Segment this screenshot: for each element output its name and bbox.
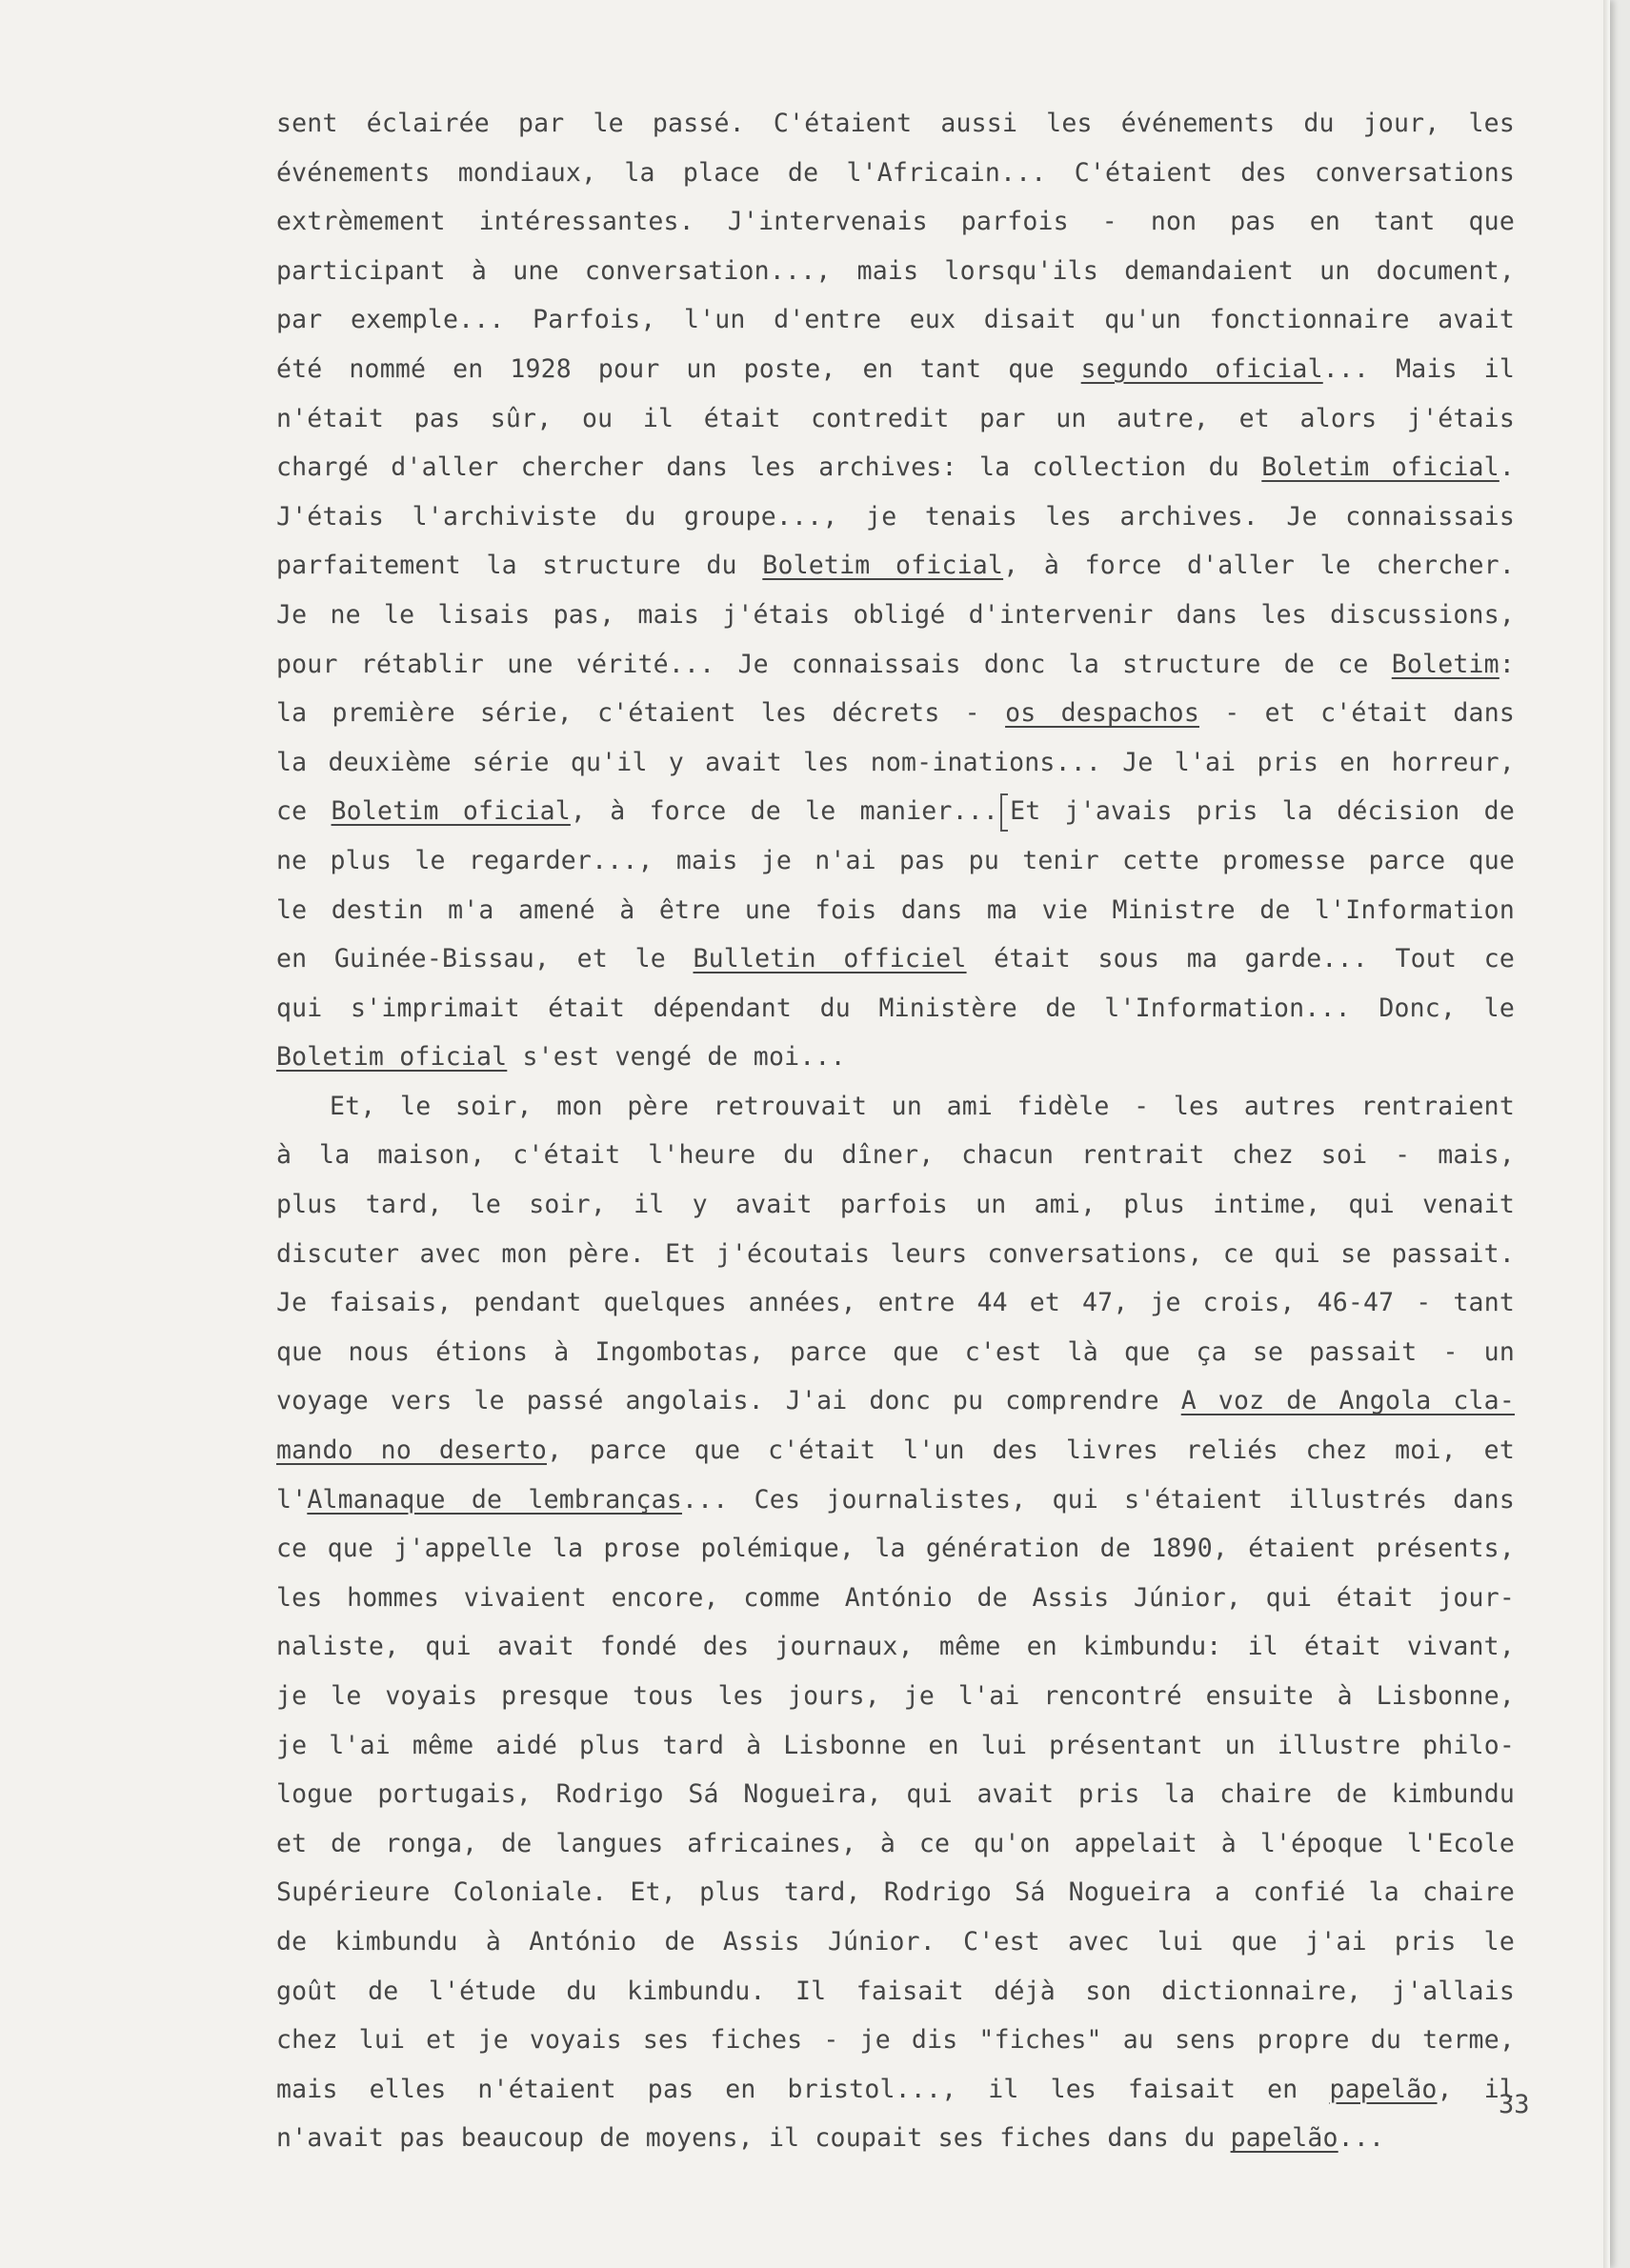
text-run: qui s'imprimait était dépendant du Ministère de l'Information... Donc, le	[276, 993, 1515, 1023]
text-run: plus tard, le soir, il y avait parfois un ami, plus intime, qui venait	[276, 1190, 1515, 1220]
text-line	[276, 1967, 1515, 2017]
underlined-term: Almanaque de lembranças	[307, 1484, 682, 1515]
text-line	[276, 247, 1515, 296]
text-run: en Guinée-Bissau, et le	[276, 944, 694, 974]
text-run: et de ronga, de langues africaines, à ce qu'on appelait à l'époque l'Ecole	[276, 1828, 1515, 1858]
underlined-term: Boletim oficial	[1261, 452, 1499, 483]
text-line	[276, 738, 1515, 788]
text-run: ... Mais il	[1322, 353, 1515, 384]
text-line	[276, 689, 1515, 738]
text-run: ce	[276, 796, 332, 827]
text-line	[276, 492, 1515, 542]
text-line	[276, 149, 1515, 198]
text-run: ... Ces journalistes, qui s'étaient illustrés dans	[681, 1484, 1515, 1515]
text-line	[276, 1574, 1515, 1623]
text-run: , il	[1437, 2074, 1515, 2104]
underlined-term: mando no deserto	[276, 1435, 547, 1466]
text-run: , parce que c'était l'un des livres reliés chez moi, et	[546, 1435, 1515, 1466]
text-run: , à force d'aller le chercher.	[1003, 551, 1515, 581]
editorial-bracket-mark	[1000, 793, 1008, 832]
text-run: que nous étions à Ingombotas, parce que c'est là que ça se passait - un	[276, 1336, 1515, 1367]
text-run: ne plus le regarder..., mais je n'ai pas pu tenir cette promesse parce que	[276, 845, 1515, 875]
text-run: Et j'avais pris la décision de	[1010, 796, 1515, 827]
text-line	[276, 1524, 1515, 1574]
text-run: extrèmement intéressantes. J'intervenais parfois - non pas en tant que	[276, 207, 1515, 237]
underlined-term: papelão	[1230, 2123, 1338, 2154]
text-line	[276, 1770, 1515, 1819]
underlined-term: Boletim oficial	[331, 796, 571, 827]
text-line	[276, 1082, 1515, 1132]
text-run: discuter avec mon père. Et j'écoutais leurs conversations, ce qui se passait.	[276, 1238, 1515, 1269]
text-line	[276, 1131, 1515, 1180]
underlined-term: Boletim oficial	[762, 551, 1004, 581]
text-run: chez lui et je voyais ses fiches - je dis "fiches" au sens propre du terme,	[276, 2025, 1515, 2056]
text-run: :	[1499, 649, 1515, 679]
text-line	[276, 1033, 1515, 1082]
text-line	[276, 1917, 1515, 1967]
text-line	[276, 295, 1515, 345]
text-run: participant à une conversation..., mais lorsqu'ils demandaient un document,	[276, 255, 1515, 286]
text-run: la première série, c'étaient les décrets -	[276, 698, 1006, 729]
text-run: goût de l'étude du kimbundu. Il faisait déjà son dictionnaire, j'allais	[276, 1976, 1515, 2006]
text-line	[276, 1868, 1515, 1917]
text-run: pour rétablir une vérité... Je connaissais donc la structure de ce	[276, 649, 1392, 679]
text-run: Je faisais, pendant quelques années, entre 44 et 47, je crois, 46-47 - tant	[276, 1288, 1515, 1318]
text-line	[276, 640, 1515, 690]
text-line	[276, 836, 1515, 886]
text-line	[276, 1622, 1515, 1672]
text-line	[276, 1278, 1515, 1328]
text-run: J'étais l'archiviste du groupe..., je tenais les archives. Je connaissais	[276, 501, 1515, 532]
text-line	[276, 591, 1515, 640]
text-line	[276, 1328, 1515, 1377]
text-line	[276, 1672, 1515, 1721]
text-line	[276, 394, 1515, 444]
text-line	[276, 1819, 1515, 1869]
text-line	[276, 99, 1515, 149]
text-run: n'avait pas beaucoup de moyens, il coupait ses fiches dans du	[276, 2123, 1231, 2154]
page-number: 33	[1499, 2090, 1530, 2119]
text-run: je le voyais presque tous les jours, je l'ai rencontré ensuite à Lisbonne,	[276, 1681, 1515, 1711]
text-run: sent éclairée par le passé. C'étaient aussi les événements du jour, les	[276, 109, 1515, 138]
text-line	[276, 2016, 1515, 2065]
text-run: s'est vengé de moi...	[507, 1042, 846, 1073]
text-run: ce que j'appelle la prose polémique, la génération de 1890, étaient présents,	[276, 1534, 1515, 1564]
text-run: la deuxième série qu'il y avait les nom-inations... Je l'ai pris en horreur,	[276, 747, 1515, 777]
underlined-term: papelão	[1329, 2074, 1438, 2104]
text-line	[276, 1230, 1515, 1279]
text-run: les hommes vivaient encore, comme António de Assis Júnior, qui était jour-	[276, 1582, 1515, 1613]
text-run: été nommé en 1928 pour un poste, en tant que	[276, 353, 1081, 384]
text-line	[276, 934, 1515, 984]
text-line	[276, 2114, 1515, 2163]
body-text	[276, 99, 1553, 2163]
text-line	[276, 787, 1515, 836]
text-run: était sous ma garde... Tout ce	[966, 944, 1515, 974]
text-run: voyage vers le passé angolais. J'ai donc pu comprendre	[276, 1386, 1181, 1416]
text-line	[276, 1376, 1515, 1426]
text-line	[276, 886, 1515, 935]
text-line	[276, 2065, 1515, 2115]
underlined-term: segundo oficial	[1080, 353, 1323, 384]
text-line	[276, 1180, 1515, 1230]
text-run: mais elles n'étaient pas en bristol..., il les faisait en	[276, 2074, 1330, 2104]
text-line	[276, 541, 1515, 591]
text-run: - et c'était dans	[1198, 698, 1516, 729]
text-line	[276, 1721, 1515, 1771]
text-run: à la maison, c'était l'heure du dîner, chacun rentrait chez soi - mais,	[276, 1140, 1515, 1171]
text-run: l'	[276, 1484, 308, 1515]
underlined-term: Bulletin officiel	[693, 944, 967, 974]
text-run: n'était pas sûr, ou il était contredit par un autre, et alors j'étais	[276, 403, 1515, 433]
underlined-term: A voz de Angola cla-	[1180, 1386, 1515, 1416]
text-run: .	[1499, 452, 1515, 483]
text-run: de kimbundu à António de Assis Júnior. C'est avec lui que j'ai pris le	[276, 1926, 1515, 1957]
text-line	[276, 443, 1515, 492]
text-run: Je ne le lisais pas, mais j'étais obligé d'intervenir dans les discussions,	[276, 599, 1515, 630]
text-line	[276, 1475, 1515, 1525]
text-run: Et, le soir, mon père retrouvait un ami fidèle - les autres rentraient	[330, 1091, 1515, 1121]
text-run: naliste, qui avait fondé des journaux, même en kimbundu: il était vivant,	[276, 1632, 1515, 1662]
underlined-term: Boletim	[1391, 649, 1499, 679]
text-line	[276, 197, 1515, 247]
text-run: par exemple... Parfois, l'un d'entre eux disait qu'un fonctionnaire avait	[276, 305, 1515, 335]
text-run: je l'ai même aidé plus tard à Lisbonne en lui présentant un illustre philo-	[276, 1730, 1515, 1760]
underlined-term: os despachos	[1005, 698, 1199, 729]
text-run: événements mondiaux, la place de l'Africain... C'étaient des conversations	[276, 157, 1515, 188]
text-run: logue portugais, Rodrigo Sá Nogueira, qui avait pris la chaire de kimbundu	[276, 1779, 1515, 1810]
text-line	[276, 345, 1515, 394]
text-run: Supérieure Coloniale. Et, plus tard, Rodrigo Sá Nogueira a confié la chaire	[276, 1877, 1515, 1908]
text-run: parfaitement la structure du	[276, 551, 763, 581]
underlined-term: Boletim oficial	[276, 1042, 508, 1073]
text-run: chargé d'aller chercher dans les archives: la collection du	[276, 452, 1262, 483]
text-line	[276, 984, 1515, 1034]
text-run: le destin m'a amené à être une fois dans ma vie Ministre de l'Information	[276, 894, 1515, 925]
text-run: ...	[1338, 2123, 1385, 2154]
text-run: , à force de le manier...	[570, 796, 999, 827]
text-line	[276, 1426, 1515, 1475]
